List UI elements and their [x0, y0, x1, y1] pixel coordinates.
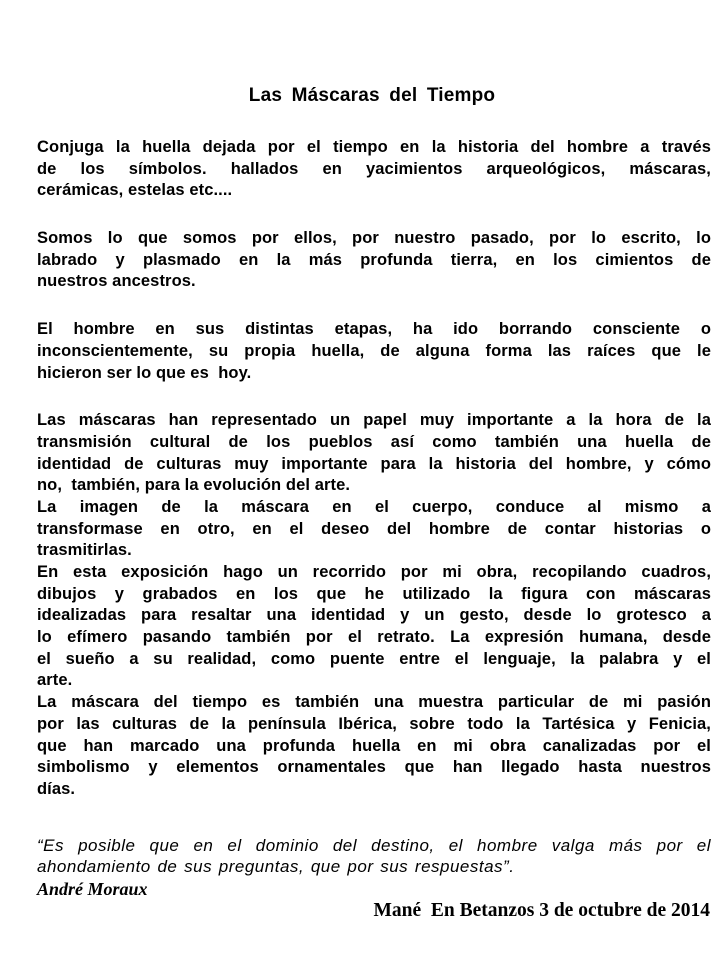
- text-line: simbolismo y elementos ornamentales que han llegado hasta nuestros: [37, 758, 711, 777]
- quote-block: [37, 835, 711, 879]
- paragraph: [37, 410, 711, 497]
- text-line: lo efímero pasando también por el retrato. La expresión humana, desde: [37, 628, 711, 647]
- paragraph: [37, 137, 711, 202]
- text-line: de los símbolos. hallados en yacimientos arqueológicos, máscaras,: [37, 159, 711, 178]
- text-line: transmisión cultural de los pueblos así como también una huella de: [37, 432, 711, 451]
- text-line: cerámicas, estelas etc....: [37, 181, 233, 200]
- text-line: el sueño a su realidad, como puente entre el lenguaje, la palabra y el: [37, 649, 711, 668]
- text-line: nuestros ancestros.: [37, 272, 196, 291]
- text-line: La imagen de la máscara en el cuerpo, conduce al mismo a: [37, 497, 711, 516]
- paragraph: [37, 319, 711, 384]
- text-line: Las máscaras han representado un papel muy importante a la hora de la: [37, 411, 711, 430]
- text-line: ahondamiento de sus preguntas, que por sus respuestas”.: [37, 857, 515, 877]
- text-line: que han marcado una profunda huella en mi obra canalizadas por el: [37, 736, 711, 755]
- text-line: trasmitirlas.: [37, 541, 132, 560]
- text-line: por las culturas de la península Ibérica, sobre todo la Tartésica y Fenicia,: [37, 714, 711, 733]
- text-line: El hombre en sus distintas etapas, ha ido borrando consciente o: [37, 320, 711, 339]
- text-line: Somos lo que somos por ellos, por nuestro pasado, por lo escrito, lo: [37, 229, 711, 248]
- document-title: Las Máscaras del Tiempo: [248, 85, 496, 106]
- text-line: no, también, para la evolución del arte.: [37, 476, 351, 495]
- document-body: [37, 137, 711, 801]
- text-line: En esta exposición hago un recorrido por mi obra, recopilando cuadros,: [37, 563, 711, 581]
- text-line: inconscientemente, su propia huella, de alguna forma las raíces que le: [37, 341, 711, 360]
- text-line: La máscara del tiempo es también una muestra particular de mi pasión: [37, 693, 711, 712]
- paragraph: [37, 692, 711, 800]
- text-line: días.: [37, 779, 76, 798]
- paragraph: [37, 228, 711, 293]
- text-line: dibujos y grabados en los que he utilizado la figura con máscaras: [37, 584, 711, 603]
- text-line: Conjuga la huella dejada por el tiempo en la historia del hombre a través: [37, 138, 711, 156]
- text-line: “Es posible que en el dominio del destino, el hombre valga más por el: [37, 835, 711, 855]
- text-line: idealizadas para resaltar una identidad y un gesto, desde lo grotesco a: [37, 606, 711, 625]
- signature-dateline: Mané En Betanzos 3 de octubre de 2014: [373, 900, 710, 922]
- quote-author: André Moraux: [37, 879, 148, 900]
- text-line: identidad de culturas muy importante para la historia del hombre, y cómo: [37, 454, 711, 473]
- text-line: hicieron ser lo que es hoy.: [37, 363, 252, 382]
- text-line: transformase en otro, en el deseo del hombre de contar historias o: [37, 519, 711, 538]
- text-line: labrado y plasmado en la más profunda tierra, en los cimientos de: [37, 250, 711, 269]
- paragraph: [37, 497, 711, 562]
- paragraph: [37, 562, 711, 692]
- text-line: arte.: [37, 671, 73, 690]
